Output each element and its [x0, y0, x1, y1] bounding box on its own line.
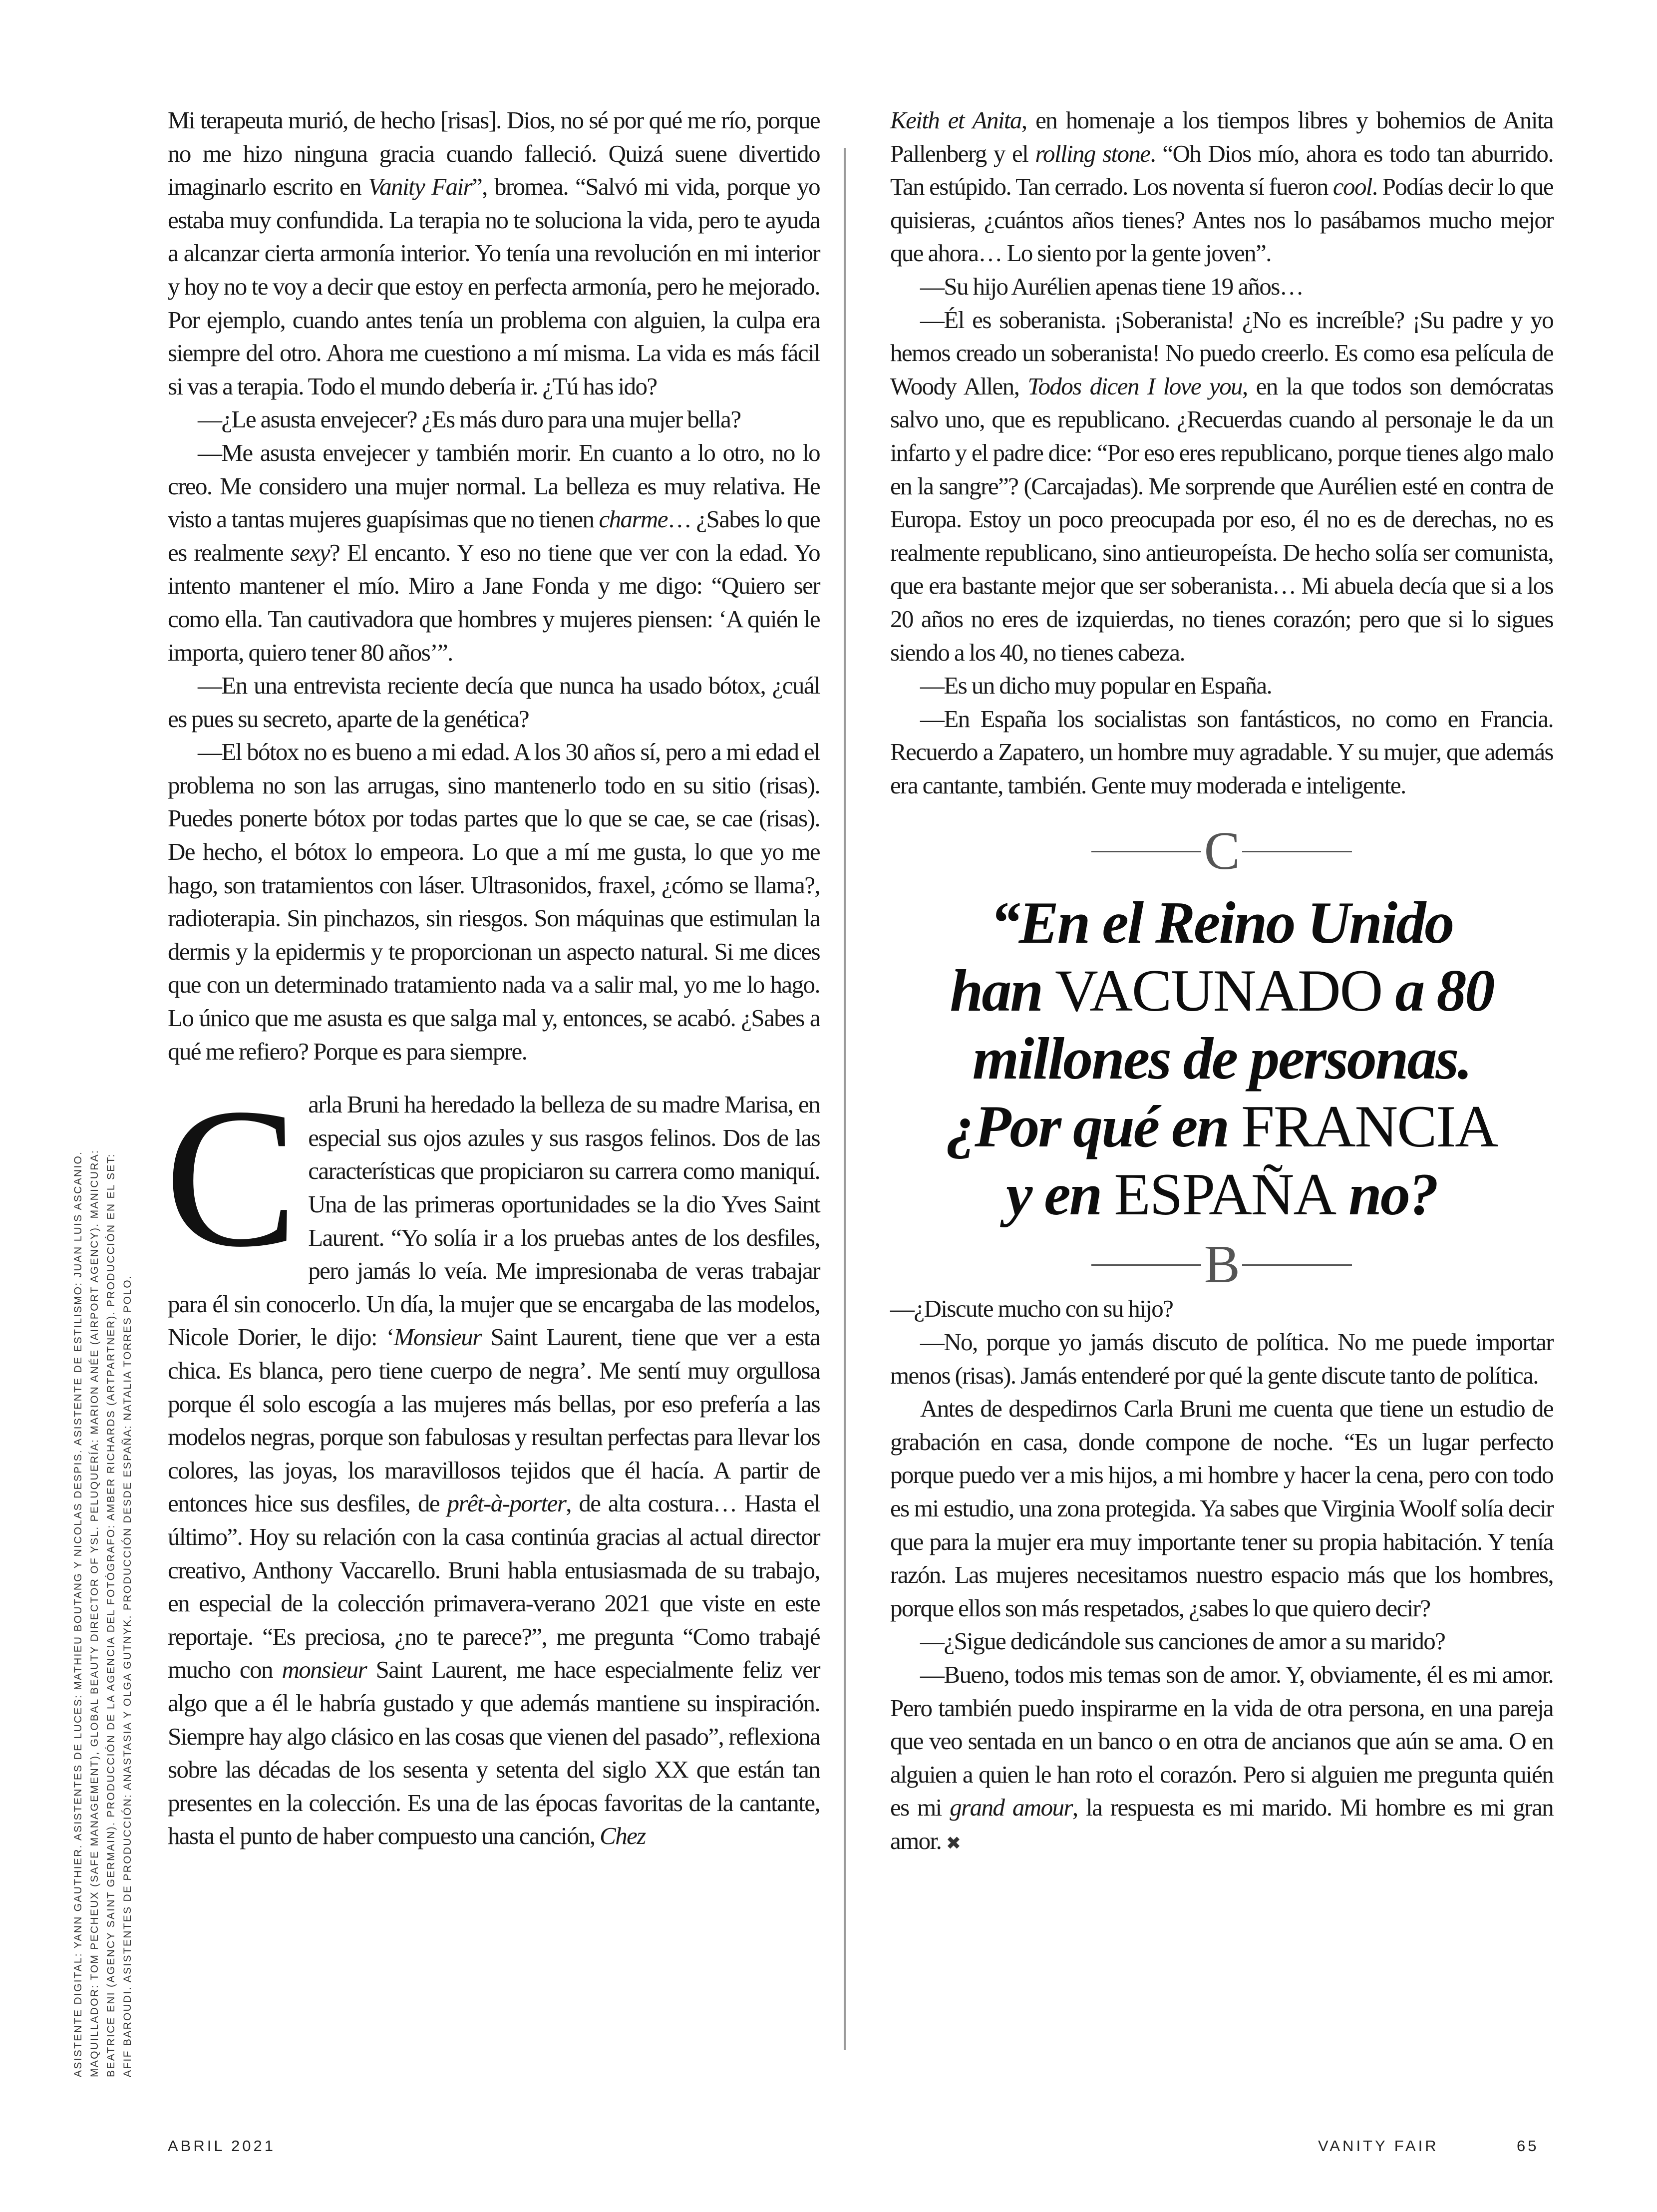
pq-text: y en — [1006, 1161, 1114, 1228]
ornament-rule — [1091, 851, 1201, 852]
text: —Me asusta envejecer y también morir. En cuanto a lo otro, no lo creo. Me considero una mujer normal. La belleza es muy relativa. He visto a tantas mujeres guapísimas que no tienen — [168, 438, 820, 533]
question: —¿Discute mucho con su hijo? — [890, 1295, 1173, 1323]
italic-text: Vanity Fair — [368, 173, 472, 201]
paragraph — [165, 1067, 820, 1853]
ornament-bottom — [890, 1235, 1553, 1295]
italic-text: sexy — [290, 538, 330, 566]
text: , en la que todos son demócratas salvo uno, que es republicano. ¿Recuerdas cuando al personaje le da un infarto y el padre dice: “Por eso eres republicano, porque tienes algo malo en la sangre”? (Carcajadas). Me sorprende que Aurélien esté en contra de Europa. Estoy un poco preocupada por eso, él no es de derechas, no es realmente republicano, sino antieuropeísta. De hecho solía ser comunista, que era bastante mejor que ser soberanista… Mi abuela decía que si a los 20 años no eres de izquierdas, no tienes corazón; pero que si lo sigues siendo a los 40, no tienes cabeza. — [890, 372, 1553, 666]
text: arla Bruni ha heredado la belleza de su madre Marisa, en especial sus ojos azules y sus rasgos felinos. Dos de las características que propiciaron su carrera como maniquí. Una de las primeras oportunidades se la dio Yves Saint Laurent. “Yo solía ir a los pruebas antes de los desfiles, pero jamás lo veía. Me impresionaba de veras trabajar para él sin conocerlo. Un día, la mujer que se encargaba de las modelos, Nicole Dorier, le dijo: ‘ — [168, 1091, 820, 1351]
text: , de alta costura… Hasta el último”. Hoy su relación con la casa continúa gracias al actual director creativo, Anthony Vaccarello. Bruni habla entusiasmada de su trabajo, en especial de la colección primavera-verano 2021 que viste en este reportaje. “Es preciosa, ¿no te parece?”, me pregunta “Como trabajé mucho con — [168, 1489, 820, 1684]
pq-line: “En el Reino Unido — [990, 889, 1453, 956]
pq-caps: ESPAÑA — [1114, 1161, 1336, 1228]
credits-line: BEATRICE ENI (AGENCY SAINT GERMAIN). PRODUCCIÓN DE LA AGENCIA DEL FOTÓGRAFO: AMBER RICHARDS (ARTPARTNER). PRODUCCIÓN EN EL SET: — [105, 1153, 117, 2077]
ornament-rule — [1091, 1264, 1201, 1266]
italic-text: prêt-à-porter — [447, 1489, 566, 1517]
article-column-right — [890, 104, 1553, 1860]
text: , en homenaje a los tiempos libres y bohemios de Anita Pallenberg y el — [890, 106, 1553, 167]
question: —¿Sigue dedicándole sus canciones de amor a su marido? — [920, 1627, 1445, 1655]
italic-text: Monsieur — [393, 1323, 481, 1351]
page-number: 65 — [1517, 2137, 1539, 2155]
ornament-letter: C — [1204, 821, 1240, 881]
pull-quote — [890, 821, 1553, 1295]
pq-line: millones de personas. — [972, 1025, 1471, 1092]
italic-text: cool — [1332, 173, 1372, 201]
pq-caps: VACUNADO — [1055, 957, 1382, 1024]
text: Saint Laurent, tiene que ver a esta chica. Es blanca, pero tiene cuerpo de negra’. Me sentí muy orgullosa porque él solo escogía a las mujeres más bellas, por eso prefería a las modelos negras, porque son fabulosas y resultan perfectas para llevar los colores, las joyas, los maravillosos tejidos que él hacía. A partir de entonces hice sus desfiles, de — [168, 1323, 820, 1517]
text: —Bueno, todos mis temas son de amor. Y, obviamente, él es mi amor. Pero también puedo inspirarme en la vida de otra persona, en una pareja que veo sentada en un banco o en otra de ancianos que aún se ama. O en alguien a quien le han roto el corazón. Pero si alguien me pregunta quién es mi — [890, 1661, 1553, 1822]
answer — [890, 304, 1553, 670]
text: . Podías decir lo que quisieras, ¿cuántos años tienes? Antes nos lo pasábamos mucho mejor que ahora… Lo siento por la gente joven”. — [890, 173, 1554, 267]
answer — [168, 436, 820, 669]
answer: —En España los socialistas son fantásticos, no como en Francia. Recuerdo a Zapatero, un hombre muy agradable. Y su mujer, que además era cantante, también. Gente muy moderada e inteligente. — [890, 705, 1553, 799]
text: … ¿Sabes lo que es realmente — [168, 505, 820, 566]
ornament-letter: B — [1204, 1235, 1240, 1295]
credits-line: ASISTENTE DIGITAL: YANN GAUTHIER. ASISTENTES DE LUCES: MATHIEU BOUTANG Y NICOLAS DESPIS. ASISTENTE DE ESTILISMO: JUAN LUIS ASCANIO. — [72, 1150, 84, 2077]
footer-date: ABRIL 2021 — [168, 2137, 276, 2155]
end-mark-icon: ✖ — [946, 1833, 961, 1853]
answer: —No, porque yo jamás discuto de política. No me puede importar menos (risas). Jamás entenderé por qué la gente discute tanto de política. — [890, 1328, 1553, 1389]
credits-line: AFIF BAROUDI. ASISTENTES DE PRODUCCIÓN: ANASTASIA Y OLGA GUTNYK. PRODUCCIÓN DESDE ESPAÑA: NATALIA TORRES POLO. — [122, 1274, 133, 2077]
paragraph — [168, 104, 820, 403]
pq-text: no? — [1335, 1161, 1437, 1228]
drop-cap: C — [165, 1067, 298, 1289]
ornament-rule — [1242, 1264, 1352, 1266]
text: . “Oh Dios mío, ahora es todo tan aburrido. Tan estúpido. Tan cerrado. Los noventa sí fueron — [890, 139, 1553, 201]
text: ? El encanto. Y eso no tiene que ver con la edad. Yo intento mantener el mío. Miro a Jane Fonda y me digo: “Quiero ser como ella. Tan cautivadora que hombres y mujeres piensen: ‘A quién le importa, quiero tener 80 años’”. — [168, 538, 820, 666]
italic-text: Chez — [600, 1822, 646, 1850]
italic-text: rolling stone — [1035, 139, 1150, 167]
question: —Su hijo Aurélien apenas tiene 19 años… — [920, 272, 1304, 300]
footer-magazine-name: VANITY FAIR — [1318, 2137, 1439, 2155]
credits-line: MAQUILLADOR: TOM PECHEUX (SAFE MANAGEMENT), GLOBAL BEAUTY DIRECTOR OF YSL. PELUQUERÍA: MARION ANÉE (AIRPORT AGENCY). MANICURA: — [89, 1149, 100, 2077]
italic-text: grand amour — [950, 1794, 1072, 1822]
text: ”, bromea. “Salvó mi vida, porque yo estaba muy confundida. La terapia no te soluciona la vida, pero te ayuda a alcanzar cierta armonía interior. Yo tenía una revolución en mi interior y hoy no te voy a decir que estoy en perfecta armonía, pero he mejorado. Por ejemplo, cuando antes tenía un problema con alguien, la culpa era siempre del otro. Ahora me cuestiono a mí misma. La vida es más fácil si vas a terapia. Todo el mundo debería ir. ¿Tú has ido? — [168, 173, 820, 400]
italic-text: monsieur — [282, 1656, 367, 1684]
photo-credits — [70, 1029, 136, 2077]
ornament-top — [890, 821, 1553, 881]
text: Mi terapeuta murió, de hecho [risas]. Dios, no sé por qué me río, porque no me hizo ninguna gracia cuando falleció. Quizá suene divertido imaginarlo escrito en — [168, 106, 820, 201]
question: —¿Le asusta envejecer? ¿Es más duro para una mujer bella? — [198, 405, 741, 433]
paragraph: Antes de despedirnos Carla Bruni me cuenta que tiene un estudio de grabación en casa, donde compone de noche. “Es un lugar perfecto porque puedo ver a mis hijos, a mi hombre y hacer la cena, pero con todo es mi estudio, una zona protegida. Ya sabes que Virginia Woolf solía decir que para la mujer era muy importante tener su propia habitación. Y tenía razón. Las mujeres necesitamos nuestro espacio más que los hombres, porque ellos son más respetados, ¿sabes lo que quiero decir? — [890, 1395, 1553, 1622]
pull-quote-text — [890, 889, 1553, 1228]
text: —Él es soberanista. ¡Soberanista! ¿No es increíble? ¡Su padre y yo hemos creado un soberanista! No puedo creerlo. Es como esa película de Woody Allen, — [890, 306, 1553, 400]
pq-text: a 80 — [1382, 957, 1494, 1024]
column-divider — [844, 148, 846, 2050]
text: Saint Laurent, me hace especialmente feliz ver algo que a él le habría gustado y que además mantiene su inspiración. Siempre hay algo clásico en las cosas que vienen del pasado”, reflexiona sobre las décadas de los sesenta y setenta del siglo XX que están tan presentes en la colección. Es una de las épocas favoritas de la cantante, hasta el punto de haber compuesto una canción, — [168, 1656, 820, 1850]
answer — [890, 1658, 1553, 1860]
question: —En una entrevista reciente decía que nunca ha usado bótox, ¿cuál es pues su secreto, aparte de la genética? — [168, 672, 820, 733]
ornament-rule — [1242, 851, 1352, 852]
paragraph — [890, 104, 1553, 270]
article-column-left — [165, 104, 820, 1853]
italic-text: Keith et Anita — [890, 106, 1021, 134]
pq-text: ¿Por qué en — [946, 1093, 1242, 1160]
italic-text: charme — [599, 505, 667, 533]
pq-text: han — [950, 957, 1055, 1024]
pq-caps: FRANCIA — [1241, 1093, 1497, 1160]
question: —Es un dicho muy popular en España. — [920, 672, 1272, 700]
italic-text: Todos dicen I love you — [1027, 372, 1243, 400]
answer: —El bótox no es bueno a mi edad. A los 30 años sí, pero a mi edad el problema no son las arrugas, sino mantenerlo todo en su sitio (risas). Puedes ponerte bótox por todas partes que lo que se cae, se cae (risas). De hecho, el bótox lo empeora. Lo que a mí me gusta, lo que yo me hago, son tratamientos con láser. Ultrasonidos, fraxel, ¿cómo se llama?, radioterapia. Sin pinchazos, sin riesgos. Son máquinas que estimulan la dermis y la epidermis y te proporcionan un aspecto natural. Si me dices que con un determinado tratamiento nada va a salir mal, yo me lo hago. Lo único que me asusta es que salga mal y, entonces, se acabó. ¿Sabes a qué me refiero? Porque es para siempre. — [168, 738, 820, 1065]
text: , la respuesta es mi marido. Mi hombre es mi gran amor. — [890, 1794, 1553, 1854]
